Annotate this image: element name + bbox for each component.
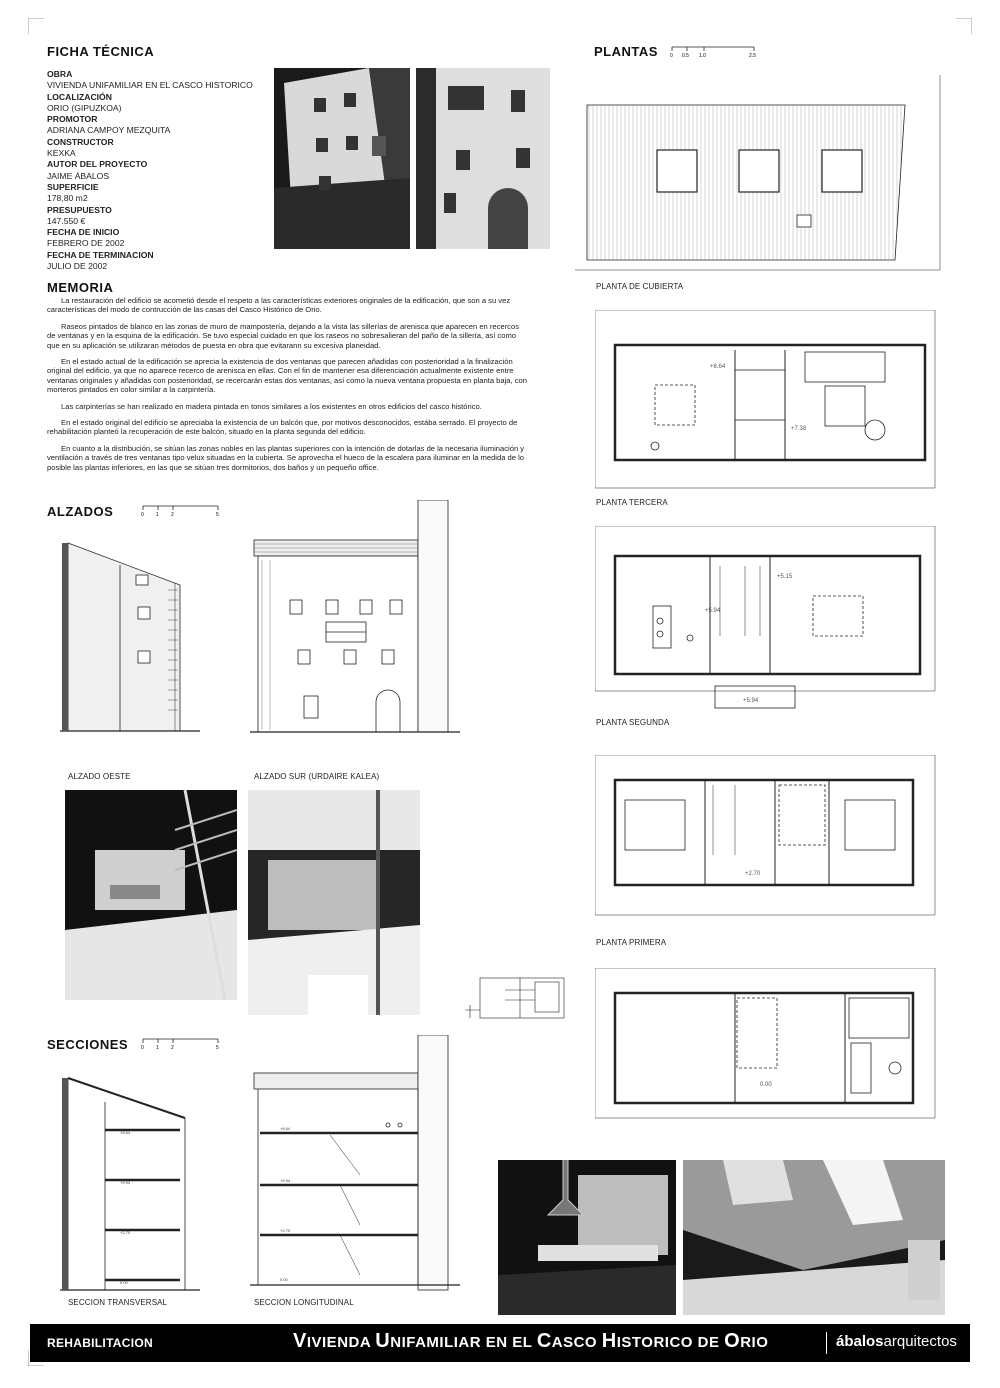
memoria-paragraph: En cuanto a la distribución, se sitúan las zonas nobles en las plantas superiores con la intención de dotarlas de la necesaria iluminación y ventilación a través de tres ventanas tipo velux situadas en la cubierta. Se aprovecha el hueco de la escalera para iluminar en la medida de lo posible las plantas inferiores, en las que se sitúan tres dormitorios, dos baños y un pequeño office. <box>47 443 525 472</box>
level-label: +5.15 <box>777 574 793 580</box>
memoria-paragraph: En el estado original del edificio se apreciaba la existencia de un balcón que, por motivos desconocidos, estába serrado. El proyecto de rehabilitación planteó la recuperación de este balcón, situado en la planta segunda del edificio. <box>47 418 518 437</box>
title-initial: U <box>375 1330 391 1352</box>
corner-mark-icon <box>28 18 44 34</box>
scale-label: 2.5 <box>749 53 756 59</box>
caption-alzado-oeste: ALZADO OESTE <box>68 772 131 781</box>
title-word: NIFAMILIAR EN EL <box>390 1334 537 1351</box>
seccion-transversal-drawing <box>60 1070 200 1295</box>
ficha-label: OBRA <box>47 69 73 79</box>
ficha-label: CONSTRUCTOR <box>47 136 114 147</box>
corner-mark-icon <box>956 18 972 34</box>
caption-planta-segunda: PLANTA SEGUNDA <box>596 718 670 727</box>
secciones-heading: SECCIONES <box>47 1037 129 1052</box>
caption-seccion-longitudinal: SECCION LONGITUDINAL <box>254 1298 354 1307</box>
ficha-value: FEBRERO DE 2002 <box>47 238 125 249</box>
level-label: +2.70 <box>120 1230 131 1235</box>
ficha-label: PROMOTOR <box>47 114 98 125</box>
title-word: ASCO <box>551 1334 602 1351</box>
planta-tercera-drawing <box>595 310 945 490</box>
scale-label: 1.0 <box>699 53 706 59</box>
planta-cubierta-drawing <box>575 75 945 280</box>
title-word: RIO <box>740 1334 769 1351</box>
level-label: +8.64 <box>120 1130 131 1135</box>
interior-photo-skylight <box>683 1160 945 1315</box>
interior-photo-kitchen <box>498 1160 676 1315</box>
scale-bar-icon <box>140 505 230 517</box>
memoria-paragraph: La restauración del edificio se acometió desde el respeto a las características exteriores originales de la edificación, que son a su vez características del modo de contrucción de las casas del Casco Histórico de Orio. <box>47 296 511 315</box>
ficha-heading: FICHA TÉCNICA <box>47 44 155 59</box>
scale-label: 0 <box>141 512 144 517</box>
level-label: +8.64 <box>280 1126 291 1131</box>
scale-bar-icon <box>668 45 768 59</box>
title-initial: C <box>536 1330 552 1352</box>
scale-label: 1 <box>156 1045 159 1050</box>
scale-label: 2 <box>171 512 174 517</box>
plantas-heading: PLANTAS <box>594 44 658 59</box>
level-label: +7.38 <box>791 426 807 432</box>
caption-alzado-sur: ALZADO SUR (URDAIRE KALEA) <box>254 772 380 781</box>
planta-baja-drawing <box>595 968 945 1128</box>
ficha-value: KEXKA <box>47 148 76 159</box>
title-word: IVIENDA <box>306 1334 376 1351</box>
scale-label: 0 <box>141 1045 144 1050</box>
title-initial: O <box>724 1330 741 1352</box>
alzado-sur-drawing <box>250 500 460 740</box>
ficha-label: PRESUPUESTO <box>47 204 112 215</box>
scale-bar-icon <box>140 1038 230 1050</box>
brand-rest: arquitectos <box>883 1333 957 1350</box>
scale-label: 0 <box>670 53 673 59</box>
seccion-longitudinal-drawing <box>250 1035 460 1295</box>
memoria-paragraph: Raseos pintados de blanco en las zonas de muro de mampostería, dejando a la vista las sillerías de arenisca que aparecen en recercos de ventanas y en la esquina de la edificación. Se tuvo especial cuidado en que los raseos no sobresalieran del paño de la sillería, así como que en su aplicación se utilizaran métodos de puesta en obra que evitarann su excesiva planeidad. <box>47 321 520 350</box>
exterior-photo-street <box>274 68 410 249</box>
ficha-label: SUPERFICIE <box>47 181 99 192</box>
level-label: 0.00 <box>280 1277 288 1282</box>
planta-segunda-drawing <box>595 526 945 712</box>
key-plan-drawing <box>465 970 569 1026</box>
level-label: +5.94 <box>705 608 721 614</box>
footer-category: REHABILITACION <box>47 1336 153 1350</box>
ficha-value: 178,80 m2 <box>47 193 88 204</box>
memoria-paragraph: En el estado actual de la edificación se aprecia la existencia de dos ventanas que parecen añadidas con posterioridad a la finalización original del edificio, ya que no aparece recerco de arenisca en ellas. Con el fin de mantener esa diferenciación actualmente existente entre ventanas originales y añadidas con posterioridad, se recercarán estas dos ventanas, así como la nueva ventana propuesta en planta baja, con morteros pintados en color similar a la carpintería. <box>47 357 527 395</box>
ficha-label: LOCALIZACIÓN <box>47 91 112 102</box>
footer-bar <box>30 1324 970 1362</box>
footer-brand <box>836 1333 957 1350</box>
level-label: +2.70 <box>745 871 761 877</box>
level-label: 0.00 <box>120 1280 128 1285</box>
ficha-label: AUTOR DEL PROYECTO <box>47 159 148 170</box>
ficha-value: JAIME ÁBALOS <box>47 170 110 181</box>
level-label: 0.00 <box>760 1082 772 1088</box>
ficha-tecnica <box>47 69 267 272</box>
ficha-value: 147.550 € <box>47 215 86 226</box>
footer-separator <box>826 1332 827 1354</box>
exterior-photo-facade <box>416 68 550 249</box>
caption-planta-cubierta: PLANTA DE CUBIERTA <box>596 282 684 291</box>
scale-label: 2 <box>171 1045 174 1050</box>
scale-label: 0.5 <box>682 53 689 59</box>
scale-label: 5 <box>216 1045 219 1050</box>
memoria-paragraph: Las carpinterías se han realizado en madera pintada en tonos similares a los existentes en otros edificios del casco histórico. <box>61 401 482 411</box>
level-label: +5.94 <box>280 1178 291 1183</box>
interior-photo-dining <box>65 790 237 1000</box>
level-label: +5.94 <box>743 698 759 704</box>
caption-planta-primera: PLANTA PRIMERA <box>596 938 667 947</box>
scale-label: 1 <box>156 512 159 517</box>
alzados-heading: ALZADOS <box>47 504 114 519</box>
planta-primera-drawing <box>595 755 945 930</box>
title-initial: H <box>601 1330 617 1352</box>
ficha-value: JULIO DE 2002 <box>47 261 108 272</box>
level-label: +2.70 <box>280 1228 291 1233</box>
caption-planta-tercera: PLANTA TERCERA <box>596 498 668 507</box>
ficha-label: FECHA DE INICIO <box>47 227 120 238</box>
interior-photo-stair <box>248 790 420 1015</box>
level-label: +8.64 <box>710 364 726 370</box>
title-word: ISTORICO DE <box>616 1334 725 1351</box>
ficha-label: FECHA DE TERMINACION <box>47 249 154 260</box>
footer-title <box>293 1330 768 1353</box>
ficha-value: ADRIANA CAMPOY MEZQUITA <box>47 125 171 136</box>
caption-seccion-transversal: SECCION TRANSVERSAL <box>68 1298 168 1307</box>
brand-bold: ábalos <box>836 1333 884 1350</box>
ficha-value: ORIO (GIPUZKOA) <box>47 102 122 113</box>
scale-label: 5 <box>216 512 219 517</box>
level-label: +5.94 <box>120 1180 131 1185</box>
memoria-text <box>47 296 527 479</box>
ficha-value: VIVIENDA UNIFAMILIAR EN EL CASCO HISTORICO <box>47 80 253 91</box>
alzado-oeste-drawing <box>60 535 200 735</box>
title-initial: V <box>293 1330 307 1352</box>
memoria-heading: MEMORIA <box>47 280 114 295</box>
